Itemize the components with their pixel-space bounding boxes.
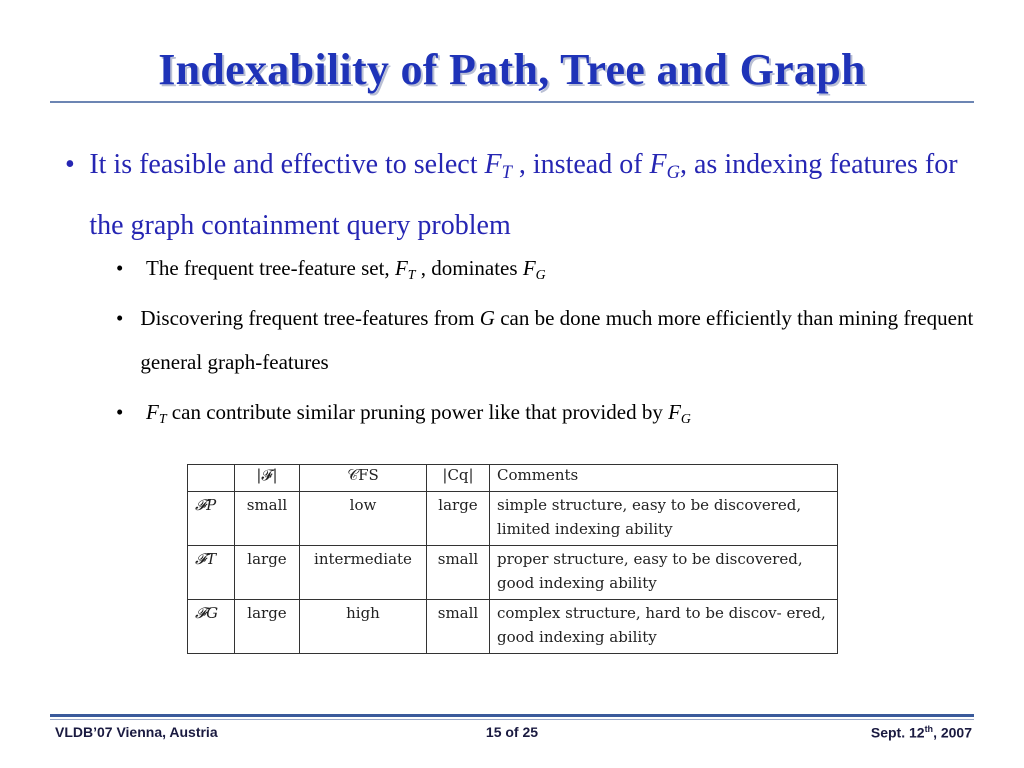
slide-title: Indexability of Path, Tree and Graph xyxy=(158,45,866,94)
bullet-icon: • xyxy=(116,400,124,424)
table-cell: large xyxy=(235,600,300,654)
table-header: |𝓕| xyxy=(235,465,300,492)
footer-date: Sept. 12th, 2007 xyxy=(870,724,972,741)
footer-divider xyxy=(50,714,974,717)
table-cell: simple structure, easy to be discovered, limited indexing ability xyxy=(490,492,838,546)
feature-comparison-table xyxy=(187,464,838,654)
table-cell: small xyxy=(427,546,490,600)
table-row xyxy=(188,600,838,654)
table-header xyxy=(188,465,235,492)
table-header-row xyxy=(188,465,838,492)
sub-bullet-2 xyxy=(116,296,976,384)
table-header: 𝒞FS xyxy=(300,465,427,492)
bullet-icon: • xyxy=(116,256,124,280)
table-cell: 𝓕T xyxy=(188,546,235,600)
table-cell: high xyxy=(300,600,427,654)
bullet-icon: • xyxy=(116,306,124,330)
table-cell: 𝓕P xyxy=(188,492,235,546)
table-cell: intermediate xyxy=(300,546,427,600)
main-bullet xyxy=(65,138,965,253)
table-row xyxy=(188,546,838,600)
table-cell: 𝓕G xyxy=(188,600,235,654)
footer-venue: VLDB’07 Vienna, Austria xyxy=(55,724,218,740)
table-cell: proper structure, easy to be discovered, good indexing ability xyxy=(490,546,838,600)
table-cell: complex structure, hard to be discov- ered, good indexing ability xyxy=(490,600,838,654)
main-bullet-text: It is feasible and effective to select $F_T$ , instead of $F_G$, as indexing features for the graph containment query problem xyxy=(89,149,958,242)
table-cell: small xyxy=(235,492,300,546)
sub-bullet-1 xyxy=(116,246,976,297)
table-cell: large xyxy=(427,492,490,546)
table-header: |Cq| xyxy=(427,465,490,492)
table-cell: small xyxy=(427,600,490,654)
sub-bullet-text: The frequent tree-feature set, $F_T$ , dominates $F_G$ xyxy=(146,256,546,282)
table-header: Comments xyxy=(490,465,838,492)
sub-bullet-3 xyxy=(116,390,976,441)
table-cell: large xyxy=(235,546,300,600)
table-row xyxy=(188,492,838,546)
sub-bullet-text: Discovering frequent tree-features from G can be done much more efficiently than mining frequent general graph-features xyxy=(140,306,974,374)
sub-bullet-text: $F_T$ can contribute similar pruning power like that provided by $F_G$ xyxy=(146,400,691,426)
title-divider xyxy=(50,101,974,103)
footer-divider-thin xyxy=(50,719,974,720)
footer-page-number: 15 of 25 xyxy=(485,724,539,740)
table-cell: low xyxy=(300,492,427,546)
bullet-icon: • xyxy=(65,149,75,180)
